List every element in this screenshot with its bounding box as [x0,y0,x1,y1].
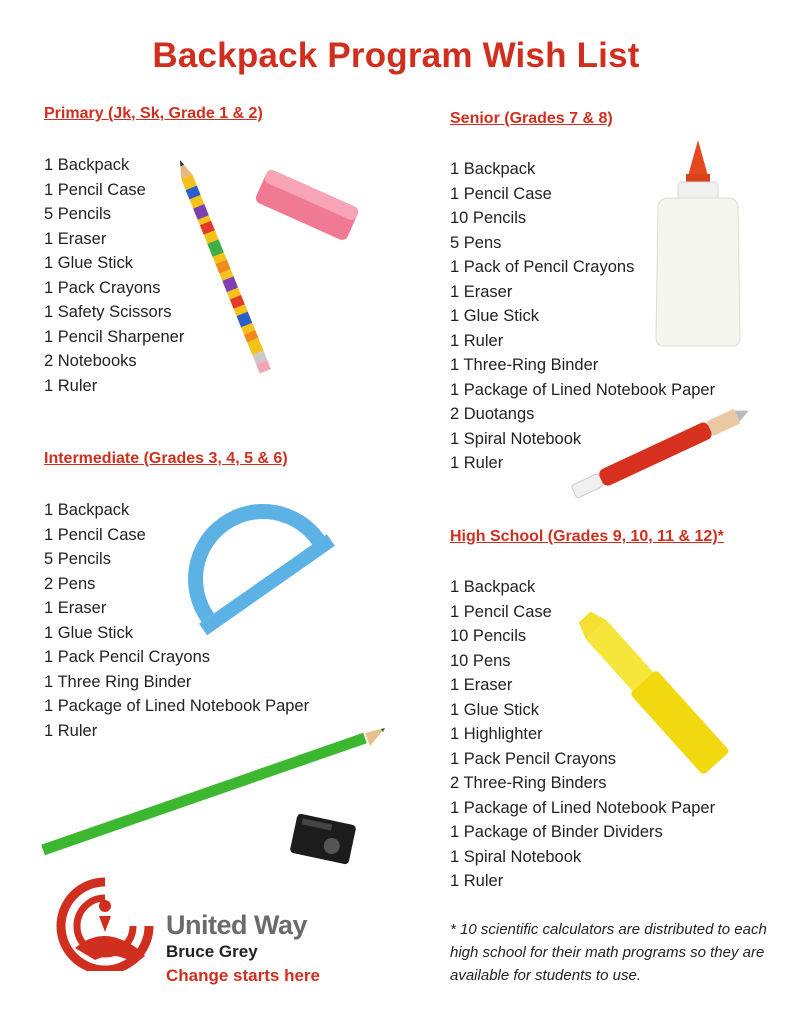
list-item: 1 Three-Ring Binder [450,356,599,374]
list-item: 1 Pencil Sharpener [44,327,185,346]
list-item: 5 Pencils [44,550,111,568]
list-item: 1 Pencil Case [450,184,552,203]
page-title: Backpack Program Wish List [152,36,640,75]
list-item: 1 Backpack [450,160,536,178]
intermediate-heading: Intermediate (Grades 3, 4, 5 & 6) [44,450,288,467]
list-item: 1 Pack Pencil Crayons [450,749,616,768]
list-item: 1 Pack Crayons [44,278,161,297]
list-item: 1 Package of Lined Notebook Paper [450,380,716,399]
list-item: 1 Glue Stick [44,254,133,272]
senior-heading: Senior (Grades 7 & 8) [450,110,613,127]
list-item: 5 Pencils [44,205,111,223]
list-item: 1 Backpack [450,578,536,596]
list-item: 1 Pencil Case [450,602,552,621]
united-way-logo-icon [55,876,155,971]
primary-list [44,153,184,398]
list-item: 1 Eraser [44,229,107,248]
sharpener-icon [288,812,358,867]
footnote: * 10 scientific calculators are distributed to each high school for their math programs so they are available for students to use. [450,921,767,984]
list-item: 1 Backpack [44,156,130,174]
list-item: 10 Pens [450,651,511,670]
list-item: 1 Backpack [44,501,130,519]
brand-name: United Way [166,910,308,940]
list-item: 1 Spiral Notebook [450,429,582,448]
list-item: 1 Package of Lined Notebook Paper [44,697,310,715]
list-item: 1 Eraser [450,282,513,301]
list-item: 1 Glue Stick [450,700,539,719]
red-pen-icon [560,395,760,510]
list-item: 1 Spiral Notebook [450,847,582,866]
list-item: 1 Package of Lined Notebook Paper [450,798,716,817]
list-item: 1 Ruler [450,331,504,350]
list-item: 1 Eraser [450,676,513,694]
list-item: 1 Highlighter [450,725,543,743]
primary-heading: Primary (Jk, Sk, Grade 1 & 2) [44,105,263,122]
list-item: 1 Pencil Case [44,525,146,544]
protractor-icon [185,497,340,662]
list-item: 1 Three Ring Binder [44,672,192,691]
eraser-icon [250,165,365,245]
highlighter-icon [560,600,750,790]
list-item: 2 Pens [44,574,96,593]
highschool-heading: High School (Grades 9, 10, 11 & 12)* [450,528,724,545]
brand-block [166,910,320,988]
list-item: 2 Notebooks [44,352,137,370]
list-item: 10 Pencils [450,209,527,227]
list-item: 1 Glue Stick [450,307,539,325]
list-item: 1 Ruler [44,376,98,395]
list-item: 1 Package of Binder Dividers [450,823,663,841]
list-item: 1 Pack of Pencil Crayons [450,258,635,276]
list-item: 10 Pencils [450,627,527,645]
list-item: 1 Pencil Case [44,180,146,199]
list-item: 1 Pack Pencil Crayons [44,648,210,666]
brand-tagline: Change starts here [166,966,320,985]
list-item: 2 Duotangs [450,405,535,423]
glue-bottle-icon [648,138,748,348]
list-item: 1 Ruler [450,454,504,472]
list-item: 1 Glue Stick [44,623,133,642]
list-item: 1 Eraser [44,599,107,617]
list-item: 1 Ruler [44,721,98,740]
brand-region: Bruce Grey [166,942,258,961]
list-item: 1 Ruler [450,872,504,890]
list-item: 5 Pens [450,233,502,252]
list-item: 2 Three-Ring Binders [450,774,607,792]
list-item: 1 Safety Scissors [44,303,172,321]
